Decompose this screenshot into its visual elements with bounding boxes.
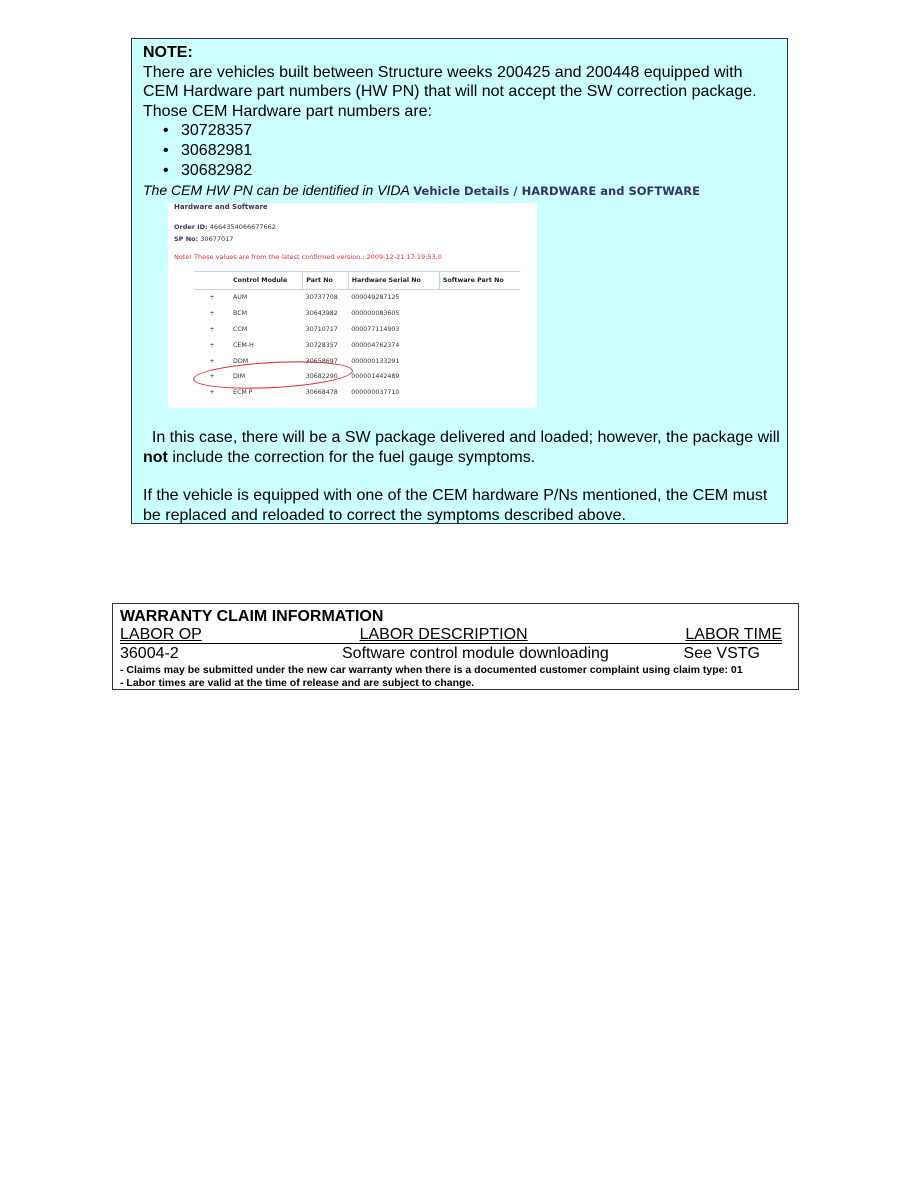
software-cell (439, 322, 520, 338)
sp-no-line (174, 235, 233, 244)
labor-description-header: LABOR DESCRIPTION (359, 626, 528, 643)
expand-toggle[interactable]: + (209, 373, 215, 381)
labor-description-value: Software control module downloading (342, 645, 609, 662)
note-box (131, 38, 788, 524)
expand-toggle[interactable]: + (209, 389, 215, 397)
table-row (194, 306, 520, 322)
vida-prefix: The CEM HW PN can be identified in VIDA (143, 182, 410, 199)
software-cell (439, 369, 520, 385)
expand-toggle[interactable]: + (209, 294, 215, 302)
order-id-label: Order ID: (174, 223, 208, 231)
table-row (194, 322, 520, 338)
note-intro: There are vehicles built between Structure weeks 200425 and 200448 equipped with CEM Hardware part numbers (HW PN) that will not accept the SW correction package. Those CEM Hardware part numbers are: (143, 63, 757, 120)
module-cell: ECM P (233, 389, 253, 397)
labor-time-value: See VSTG (683, 645, 760, 662)
table-header: Hardware Serial No (348, 272, 439, 290)
expand-toggle[interactable]: + (209, 310, 215, 318)
part-number-list (143, 121, 776, 180)
software-cell (439, 290, 520, 306)
part-cell: 30682290 (305, 373, 338, 381)
sp-no-label: SP No: (174, 235, 199, 243)
labor-time-header: LABOR TIME (685, 626, 782, 643)
labor-op-header: LABOR OP (120, 626, 202, 643)
module-cell: DIM (233, 373, 246, 381)
expand-toggle[interactable]: + (209, 357, 215, 365)
warranty-note: - Labor times are valid at the time of release and are subject to change. (120, 677, 475, 689)
emphasis-not: not (143, 448, 168, 466)
table-row-highlighted (194, 337, 520, 353)
part-cell: 30643982 (305, 310, 338, 318)
module-cell: DDM (233, 357, 249, 365)
screenshot-heading: Hardware and Software (174, 203, 268, 211)
screenshot-note: Note! These values are from the latest confirmed version.: 2009-12-21 17:19:53.0 (174, 253, 442, 261)
software-cell (439, 306, 520, 322)
module-cell: CEM-H (233, 341, 254, 349)
software-cell (439, 353, 520, 369)
labor-op-value: 36004-2 (120, 645, 179, 662)
paragraph-text: In this case, there will be a SW package delivered and loaded; however, the package will (151, 429, 780, 446)
order-id-line (174, 223, 276, 232)
vida-screenshot (168, 203, 537, 408)
note-paragraph-2: If the vehicle is equipped with one of the CEM hardware P/Ns mentioned, the CEM must be replaced and reloaded to correct the symptoms described above. (143, 487, 768, 524)
table-header: Software Part No (439, 272, 520, 290)
software-cell (439, 337, 520, 353)
list-item: • 30682982 (171, 161, 776, 181)
module-cell: BCM (233, 310, 248, 318)
table-header-expand (194, 272, 230, 290)
serial-cell: 000004762374 (351, 341, 400, 349)
note-paragraph-1 (143, 428, 783, 467)
serial-cell: 000001442489 (351, 373, 400, 381)
table-header: Part No (303, 272, 349, 290)
serial-cell: 000000083605 (351, 310, 400, 318)
warranty-note: - Claims may be submitted under the new car warranty when there is a documented customer complaint using claim type: 01 (120, 664, 743, 676)
module-cell: CCM (233, 325, 248, 333)
warranty-row (120, 644, 782, 664)
order-id-value: 4664354066677662 (209, 223, 276, 231)
part-cell: 30658697 (305, 357, 338, 365)
table-row (194, 290, 520, 306)
part-cell: 30710717 (305, 325, 338, 333)
serial-cell: 000049287125 (351, 294, 400, 302)
paragraph-text: include the correction for the fuel gauge symptoms. (172, 448, 536, 466)
list-item: • 30728357 (171, 121, 776, 141)
software-cell (439, 385, 520, 401)
serial-cell: 000000037710 (351, 389, 400, 397)
list-item: • 30682981 (171, 141, 776, 161)
part-cell: 30728357 (305, 341, 338, 349)
serial-cell: 000077114903 (351, 325, 400, 333)
vida-path: Vehicle Details / HARDWARE and SOFTWARE (413, 184, 700, 199)
table-header: Control Module (230, 272, 303, 290)
part-cell: 30668478 (305, 389, 338, 397)
vida-instruction (143, 181, 776, 202)
expand-toggle[interactable]: + (209, 325, 215, 333)
note-title: NOTE: (143, 44, 193, 61)
sp-no-value: 30677017 (200, 235, 234, 243)
warranty-header-row (120, 626, 782, 644)
warranty-claim-box (112, 603, 799, 690)
expand-toggle[interactable]: + (209, 341, 215, 349)
part-cell: 30737708 (305, 294, 338, 302)
warranty-title: WARRANTY CLAIM INFORMATION (120, 608, 384, 625)
serial-cell: 000000133291 (351, 357, 400, 365)
module-cell: AUM (233, 294, 248, 302)
